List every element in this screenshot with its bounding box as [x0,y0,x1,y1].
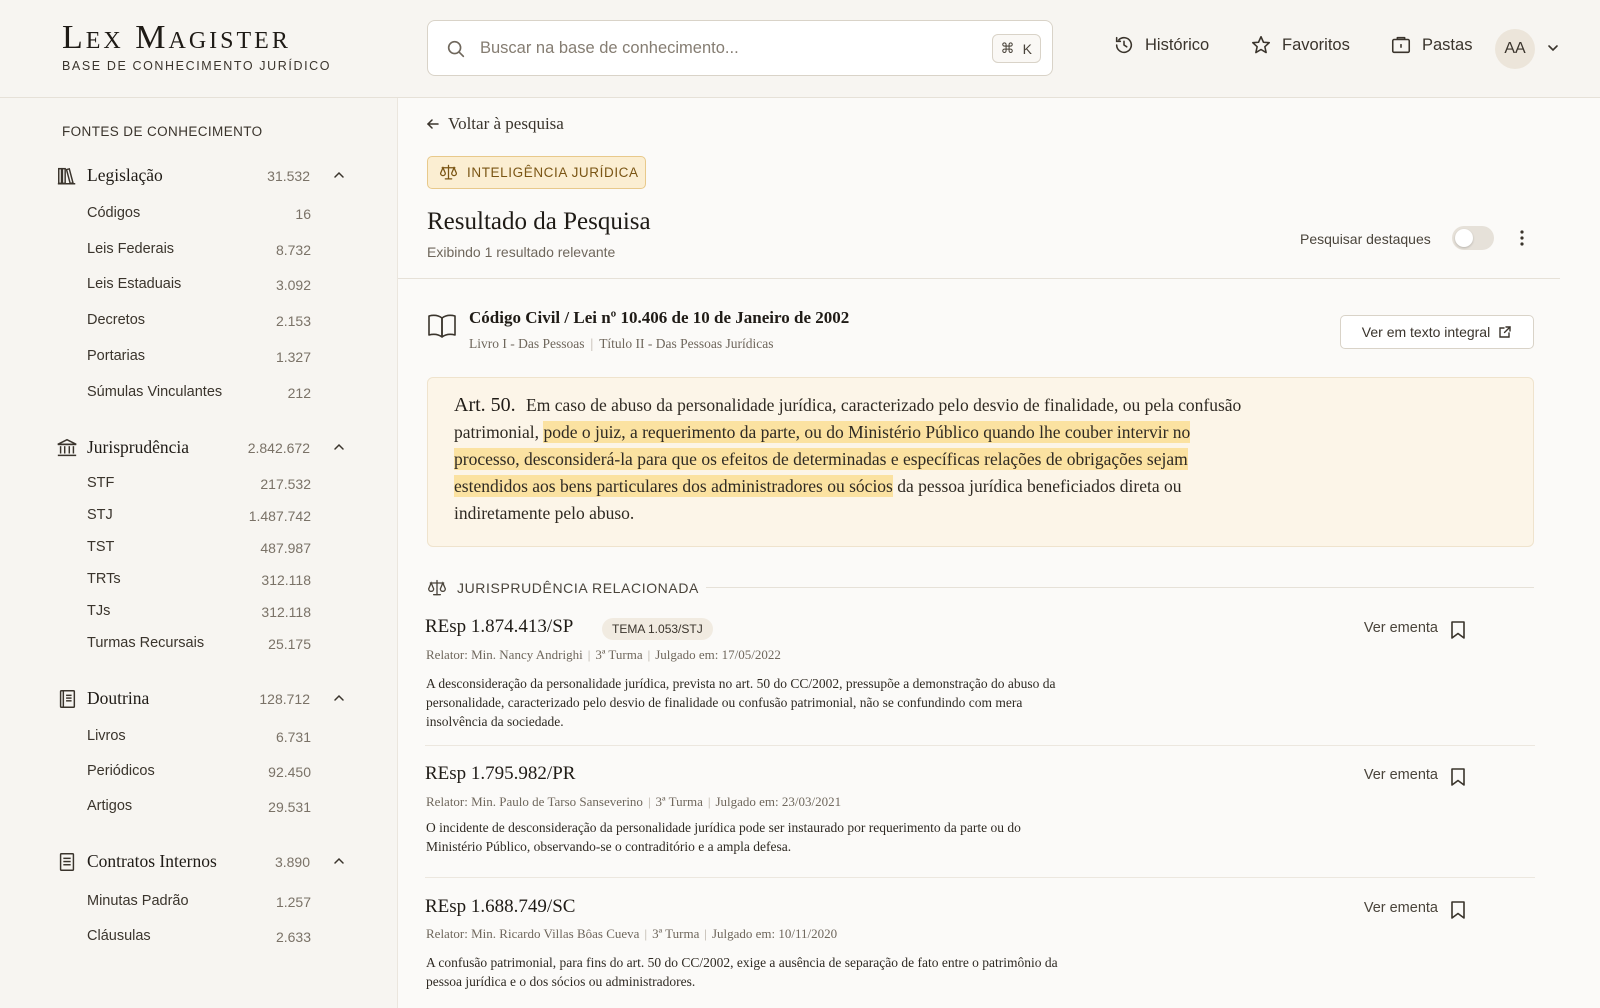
ai-badge [427,156,646,189]
chevron-up-icon[interactable] [332,440,346,454]
sidebar-item-count: 487.987 [260,540,311,556]
books-icon [56,165,78,187]
search-input[interactable] [480,33,960,63]
sidebar-item-decretos[interactable] [87,310,311,332]
search-icon [445,38,467,60]
category-label: Doutrina [87,688,150,708]
sidebar-item-tst[interactable] [87,537,311,559]
case-summary: A desconsideração da personalidade jurídica, prevista no art. 50 do CC/2002, pressupõe a demonstração do abuso da personalidade, caracterizado pelo desvio de finalidade ou confusão patrimonial, não se confundindo com mera insolvência da sociedade. [426,676,1056,729]
article-highlight: pode o juiz, a requerimento da parte, ou do Ministério Público quando lhe couber intervir no processo, desconsiderá-la para que os efeitos de determinadas e específicas relações de obrigações sejam estendidos aos bens particulares dos administradores ou sócios [454,422,1191,496]
sidebar-item-label: STJ [87,507,113,523]
brand-title: Lex Magister [62,19,291,56]
sidebar-item-clausulas[interactable] [87,926,311,948]
sidebar-item-count: 217.532 [260,476,311,492]
case-date: Julgado em: 23/03/2021 [715,794,842,809]
case-meta: Relator: Min. Paulo de Tarso Sanseverino | 3ª Turma | Julgado em: 23/03/2021 [426,794,842,809]
sidebar-item-label: Portarias [87,348,146,364]
bookmark-icon[interactable] [1449,767,1467,787]
view-ementa-link[interactable]: Ver ementa [1363,900,1438,916]
sidebar-item-label: TST [87,539,115,555]
sidebar-item-label: Livros [87,728,126,744]
section-divider [706,587,1534,588]
history-icon [1113,34,1135,56]
sidebar-item-tjs[interactable] [87,601,311,623]
sidebar-item-label: Artigos [87,798,133,814]
sidebar-item-codigos[interactable] [87,203,311,225]
bookmark-icon[interactable] [1449,900,1467,920]
brand-subtitle: BASE DE CONHECIMENTO JURÍDICO [62,59,332,73]
scales-icon [439,163,458,182]
sidebar-item-stf[interactable] [87,473,311,495]
chevron-up-icon[interactable] [332,168,346,182]
case-divider [425,877,1535,878]
category-label: Legislação [87,165,163,185]
sidebar-item-livros[interactable] [87,726,311,748]
case-summary: A confusão patrimonial, para fins do art. 50 do CC/2002, exige a ausência de separação de fato entre o patrimônio da pessoa jurídica e o dos sócios ou administradores. [426,955,1058,989]
category-count: 31.532 [267,168,310,184]
external-link-icon [1498,325,1512,339]
case-item [425,763,1535,873]
article-text [454,392,1244,527]
toggle-knob [1455,229,1473,247]
sidebar-item-label: Súmulas Vinculantes [87,384,223,400]
sidebar-item-label: TRTs [87,571,121,587]
sidebar-item-count: 1.257 [275,894,311,910]
view-full-text-button[interactable] [1340,315,1534,349]
bookmark-icon[interactable] [1449,620,1467,640]
sidebar-item-count: 16 [295,206,311,222]
sidebar-item-count: 312.118 [261,572,311,588]
sidebar-item-label: Turmas Recursais [87,635,205,651]
case-date: Julgado em: 17/05/2022 [655,647,781,662]
result-count: Exibindo 1 resultado relevante [427,244,616,260]
case-item [425,896,1535,1006]
sidebar-item-label: Leis Federais [87,241,175,257]
related-heading [427,578,699,598]
category-label: Contratos Internos [87,851,217,871]
sidebar-item-label: Leis Estaduais [87,276,182,292]
ai-badge-label: INTELIGÊNCIA JURÍDICA [467,165,639,180]
sidebar-item-sumulas[interactable] [87,382,311,404]
article-number: Art. 50. [454,394,516,416]
sidebar-item-leis-federais[interactable] [87,239,311,261]
sidebar-item-label: Decretos [87,312,146,328]
shortcut-key: K [1022,40,1032,57]
article-card [427,377,1534,547]
more-options-icon[interactable] [1512,228,1532,248]
case-meta: Relator: Min. Ricardo Villas Bôas Cueva | 3ª Turma | Julgado em: 10/11/2020 [426,926,838,941]
sidebar-item-stj[interactable] [87,505,311,527]
view-ementa-link[interactable]: Ver ementa [1363,767,1438,783]
law-breadcrumb: Livro I - Das Pessoas | Título II - Das Pessoas Jurídicas [469,336,774,351]
brand-logo[interactable] [62,20,331,73]
related-heading-label: JURISPRUDÊNCIA RELACIONADA [457,580,699,596]
book-icon [56,688,78,710]
sidebar-item-trts[interactable] [87,569,311,591]
sidebar-category-contratos[interactable] [56,849,346,875]
article-text-before: Em caso de abuso da personalidade jurídica, caracterizado pelo desvio de finalidade, ou pela confusão patrimonial, [454,395,1242,442]
sidebar-heading: FONTES DE CONHECIMENTO [62,124,263,139]
case-meta: Relator: Min. Nancy Andrighi | 3ª Turma | Julgado em: 17/05/2022 [426,647,781,662]
sidebar-item-artigos[interactable] [87,796,311,818]
chevron-down-icon[interactable] [1545,40,1561,56]
sidebar-item-count: 2.633 [275,929,311,945]
law-title[interactable]: Código Civil / Lei nº 10.406 de 10 de Janeiro de 2002 [469,308,850,327]
case-date: Julgado em: 10/11/2020 [711,926,838,941]
sidebar-item-label: Minutas Padrão [87,893,189,909]
sidebar-item-count: 2.153 [275,313,311,329]
sidebar-category-doutrina[interactable] [56,686,346,712]
article-text-after: da pessoa jurídica beneficiados direta ou indiretamente pelo abuso. [454,476,1182,523]
arrow-left-icon [426,117,440,131]
case-relator: Relator: Min. Paulo de Tarso Sanseverino [426,794,643,809]
case-turma: 3ª Turma [655,794,703,809]
avatar-initials: AA [1504,40,1526,57]
law-breadcrumb-title[interactable]: Título II - Das Pessoas Jurídicas [599,336,774,351]
case-divider [425,745,1535,746]
header-divider [398,278,1560,279]
sidebar-item-periodicos[interactable] [87,761,311,783]
shortcut-badge [992,34,1041,63]
avatar[interactable] [1495,29,1535,69]
sidebar-item-label: Periódicos [87,763,155,779]
sidebar-item-label: Cláusulas [87,928,151,944]
sidebar-item-count: 8.732 [275,242,311,258]
highlight-toggle[interactable] [1452,226,1494,250]
sidebar-item-count: 3.092 [275,277,311,293]
document-icon [56,851,78,873]
search-box[interactable] [427,20,1053,76]
folder-icon [1390,34,1412,56]
case-relator: Relator: Min. Ricardo Villas Bôas Cueva [426,926,640,941]
view-full-text-label: Ver em texto integral [1361,324,1491,340]
open-book-icon [427,313,457,339]
highlight-toggle-label: Pesquisar destaques [1300,231,1431,247]
sidebar-item-minutas[interactable] [87,891,311,913]
courthouse-icon [56,437,78,459]
nav-folders-label: Pastas [1422,35,1473,54]
chevron-up-icon[interactable] [332,854,346,868]
sidebar-item-portarias[interactable] [87,346,311,368]
sidebar-item-count: 212 [287,385,311,401]
sidebar-item-count: 25.175 [268,636,311,652]
nav-favorites-label: Favoritos [1282,35,1350,54]
sidebar-item-count: 1.327 [275,349,311,365]
sidebar-category-jurisprudencia[interactable] [56,435,346,461]
sidebar-item-count: 29.531 [268,799,311,815]
nav-folders[interactable] [1390,34,1472,56]
star-icon [1250,34,1272,56]
case-item [425,616,1535,746]
scales-icon [427,578,447,598]
sidebar-item-count: 92.450 [268,764,311,780]
category-count: 128.712 [259,691,310,707]
command-key-icon: ⌘ [1000,40,1015,56]
case-turma: 3ª Turma [595,647,643,662]
sidebar-item-label: TJs [87,603,111,619]
case-title[interactable]: REsp 1.874.413/SP [425,616,574,637]
case-title[interactable]: REsp 1.688.749/SC [425,896,576,917]
case-summary: O incidente de desconsideração da personalidade jurídica pode ser instaurado por requerimento da parte ou do Ministério Público, observando-se o contraditório e a ampla defesa. [426,820,1021,854]
chevron-up-icon[interactable] [332,691,346,705]
nav-history[interactable] [1113,34,1209,56]
category-label: Jurisprudência [87,437,190,457]
sidebar-item-label: Códigos [87,205,141,221]
view-ementa-link[interactable]: Ver ementa [1363,620,1438,636]
sidebar-item-label: STF [87,475,115,491]
case-tag: TEMA 1.053/STJ [602,618,713,640]
nav-history-label: Histórico [1145,35,1210,54]
category-count: 3.890 [274,854,310,870]
top-header [0,0,1600,98]
nav-favorites[interactable] [1250,34,1350,56]
case-relator: Relator: Min. Nancy Andrighi [426,647,583,662]
sidebar-item-count: 6.731 [275,729,311,745]
sidebar-item-count: 312.118 [261,604,311,620]
sidebar-item-count: 1.487.742 [248,508,311,524]
sidebar-category-legislacao[interactable] [56,163,346,189]
back-to-search-link[interactable] [426,114,564,134]
law-breadcrumb-book[interactable]: Livro I - Das Pessoas [469,336,585,351]
sidebar-item-turmas-recursais[interactable] [87,633,311,655]
sidebar-item-leis-estaduais[interactable] [87,274,311,296]
page-title: Resultado da Pesquisa [427,208,651,235]
category-count: 2.842.672 [247,440,310,456]
case-title[interactable]: REsp 1.795.982/PR [425,763,576,784]
case-turma: 3ª Turma [652,926,700,941]
back-label: Voltar à pesquisa [448,114,564,133]
